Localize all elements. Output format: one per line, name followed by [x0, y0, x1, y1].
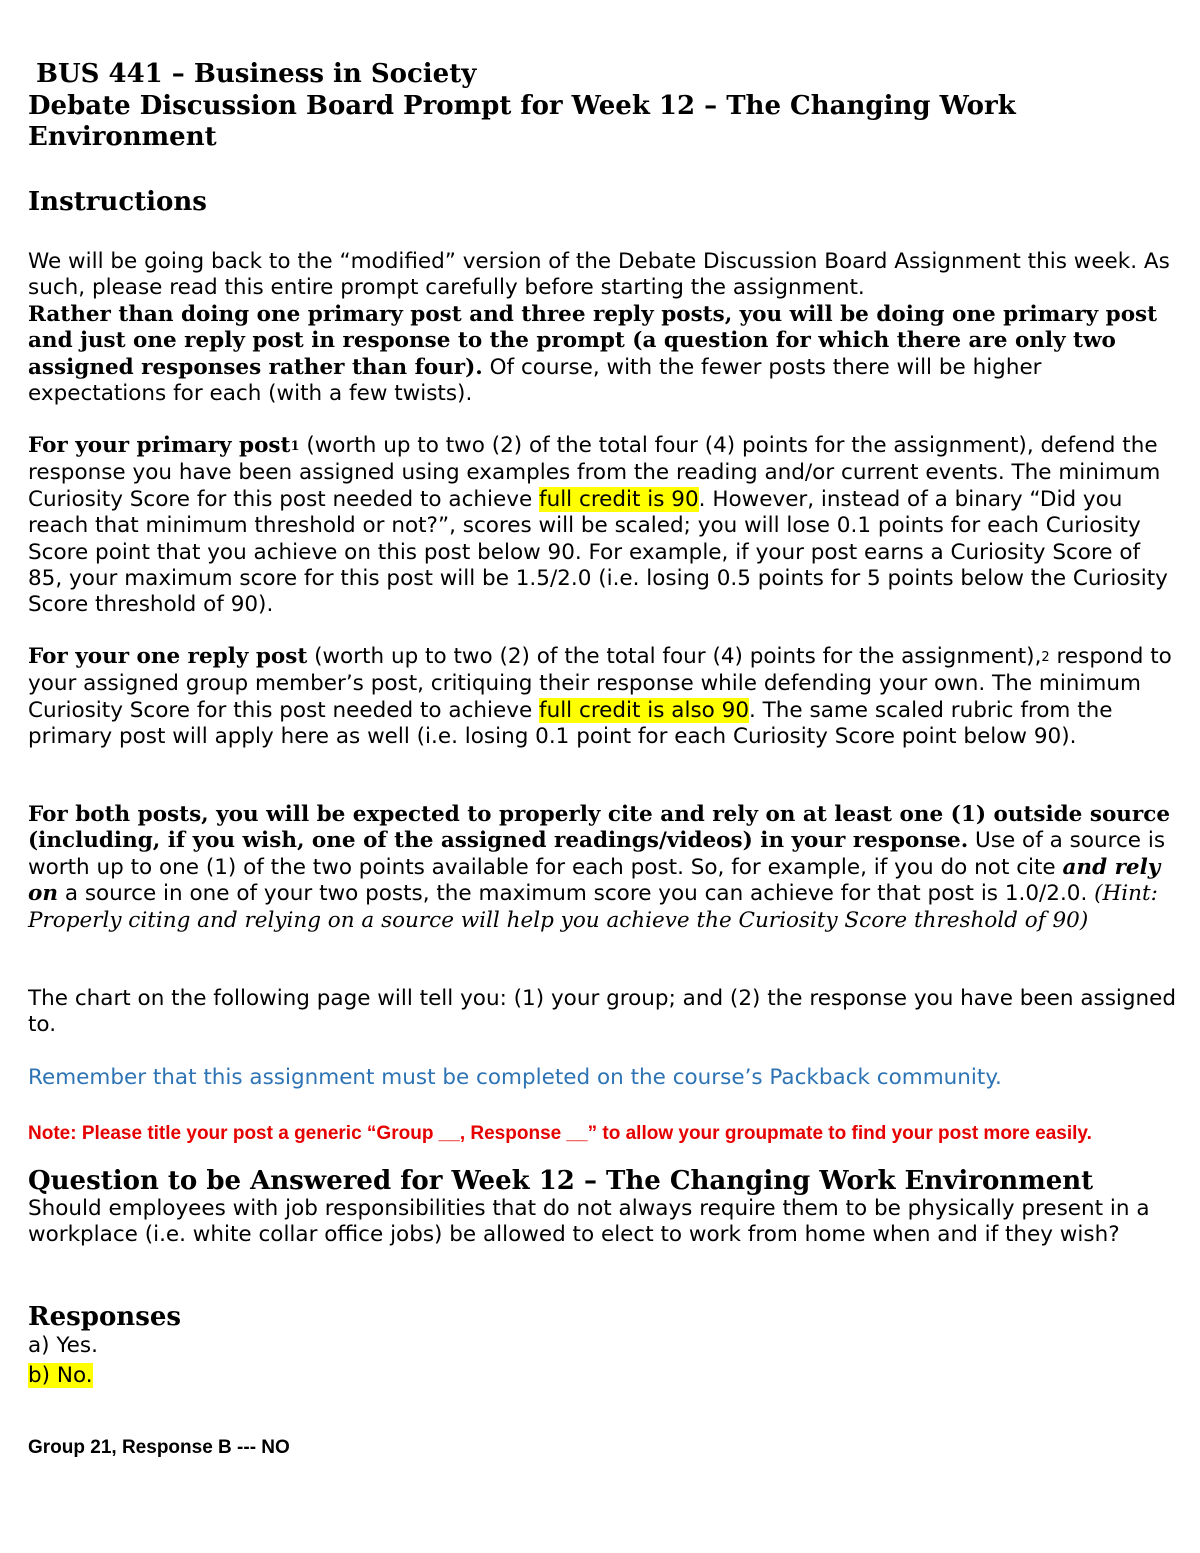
responses-heading: Responses: [28, 1302, 182, 1332]
prompt-title-line1: Debate Discussion Board Prompt for Week 12 – The Changing Work: [28, 91, 1016, 121]
reply-post-text-a: (worth up to two (2) of the total four (4) points for the assignment),: [307, 644, 1042, 669]
response-a: a) Yes.: [28, 1333, 98, 1358]
intro-tail-text: Of course, with the fewer posts there will be higher expectations for each (with a few twists).: [28, 354, 1042, 407]
course-title: BUS 441 – Business in Society: [36, 59, 477, 89]
reply-post-text-b: respond to your assigned group member’s post, critiquing their response while defending your own. The minimum Curiosity Score for this post needed to achieve: [28, 644, 1172, 723]
sources-text-b: a source in one of your two posts, the maximum score you can achieve for that post is 1.0/2.0.: [57, 881, 1095, 907]
primary-post-highlight: full credit is 90: [539, 486, 699, 512]
footnote-ref-1: 1: [290, 439, 300, 454]
sources-hint: (Hint: Properly citing and relying on a source will help you achieve the Curiosity Score threshold of 90): [28, 881, 1158, 933]
question-heading: Question to be Answered for Week 12 – The Changing Work Environment: [28, 1166, 1094, 1196]
response-b: b) No.: [28, 1363, 93, 1388]
question-text: Should employees with job responsibilities that do not always require them to be physically present in a workplace (i.e. white collar office jobs) be allowed to elect to work from home when and if they wish?: [28, 1196, 1150, 1248]
reply-post-lead: For your one reply post: [28, 644, 308, 669]
title-note: Note: Please title your post a generic “Group __, Response __” to allow your groupmate to find your post more easily.: [28, 1123, 1092, 1144]
sources-text-a: Use of a source is worth up to one (1) of the two points available for each post. So, for example, if you do not cite: [28, 828, 1166, 880]
group-assignment: Group 21, Response B --- NO: [28, 1437, 290, 1458]
instructions-heading: Instructions: [28, 187, 207, 217]
reply-post-paragraph: [28, 644, 1178, 751]
prompt-title-line2: Environment: [28, 122, 217, 152]
packback-reminder: Remember that this assignment must be completed on the course’s Packback community.: [28, 1065, 1002, 1090]
sources-paragraph: [28, 802, 1178, 934]
intro-bold-text: Rather than doing one primary post and three reply posts, you will be doing one primary post and just one reply post in response to the prompt (a question for which there are only two assigned responses rather than four).: [28, 301, 1158, 380]
primary-post-text-b: . However, instead of a binary “Did you reach that minimum threshold or not?”, scores will be scaled; you will lose 0.1 points for each Curiosity Score point that you achieve on this post below 90. For example, if your post earns a Curiosity Score of 85, your maximum score for this post will be 1.5/2.0 (i.e. losing 0.5 points for 5 points below the Curiosity Score threshold of 90).: [28, 486, 1168, 618]
footnote-ref-2: 2: [1041, 650, 1050, 665]
primary-post-lead: For your primary post: [28, 433, 291, 458]
primary-post-text-a: (worth up to two (2) of the total four (4) points for the assignment), defend the response you have been assigned using examples from the reading and/or current events. The minimum Curiosity Score for this post needed to achieve: [28, 433, 1161, 512]
chart-paragraph: The chart on the following page will tell you: (1) your group; and (2) the response you have been assigned to.: [28, 986, 1177, 1038]
primary-post-paragraph: [28, 433, 1178, 619]
response-b-wrapper: [28, 1363, 1178, 1389]
reply-post-highlight: full credit is also 90: [539, 697, 749, 723]
intro-paragraph: [28, 249, 1178, 407]
intro-text: We will be going back to the “modified” version of the Debate Discussion Board Assignment this week. As such, please read this entire prompt carefully before starting the assignment.: [28, 249, 1170, 301]
sources-lead: For both posts, you will be expected to properly cite and rely on at least one (1) outside source (including, if you wish, one of the assigned readings/videos) in your response.: [28, 802, 1171, 854]
sources-emphasis: and rely on: [28, 854, 1161, 907]
reply-post-text-c: . The same scaled rubric from the primary post will apply here as well (i.e. losing 0.1 point for each Curiosity Score point below 90).: [28, 697, 1113, 750]
